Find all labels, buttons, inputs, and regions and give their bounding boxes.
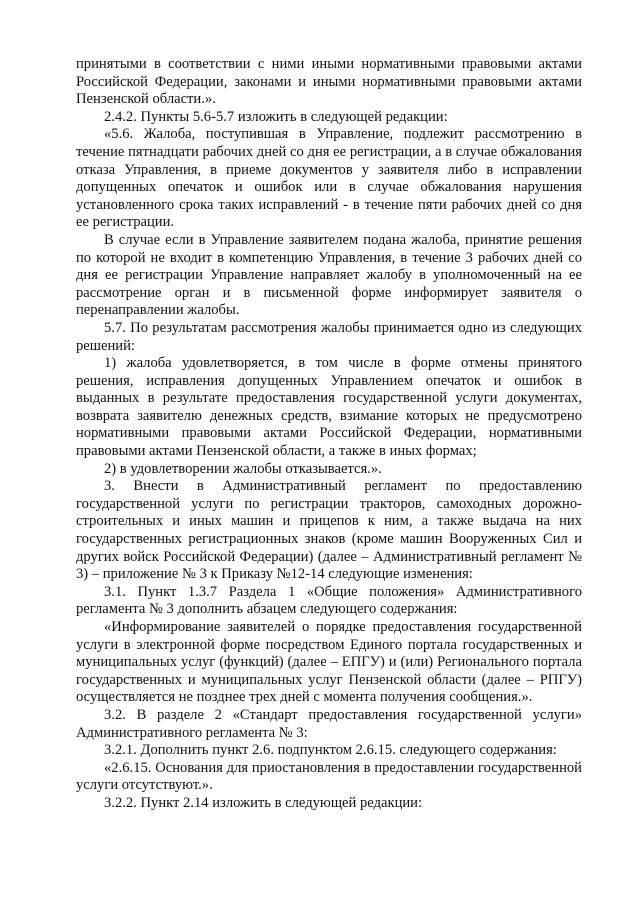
paragraph-3-2-2: 3.2.2. Пункт 2.14 изложить в следующей редакции: — [104, 794, 423, 811]
paragraph-continuation: принятыми в соответствии с ними иными нормативными правовыми актами Российской Федерации, законами и иными нормативными правовыми актами Пензенской области.». — [76, 56, 582, 108]
paragraph-3-2: 3.2. В разделе 2 «Стандарт предоставления государственной услуги» Административного регламента № 3: — [76, 706, 582, 741]
paragraph-3: 3. Внести в Административный регламент по предоставлению государственной услуги по регистрации тракторов, самоходных дорожно-строительных и иных машин и прицепов к ним, а также выдача на них государственных регистрационных знаков (кроме машин Вооруженных Сил и других войск Российской Федерации) (далее – Административный регламент № 3) – приложение № 3 к Приказу №12-14 следующие изменения: — [76, 478, 582, 583]
paragraph-2-4-2: 2.4.2. Пункты 5.6-5.7 изложить в следующей редакции: — [104, 108, 448, 125]
paragraph-3-1: 3.1. Пункт 1.3.7 Раздела 1 «Общие положения» Административного регламента № 3 дополнить абзацем следующего содержания: — [76, 583, 582, 618]
paragraph-2-6-15: «2.6.15. Основания для приостановления в предоставлении государственной услуги отсутствуют.». — [76, 759, 582, 794]
paragraph-informing: «Информирование заявителей о порядке предоставления государственной услуги в электронной форме посредством Единого портала государственных и муниципальных услуг (функций) (далее – ЕПГУ) и (или) Регионального портала государственных и муниципальных услуг Пензенской области (далее – РПГУ) осуществляется не позднее трех дней с момента получения сообщения.». — [76, 619, 582, 706]
paragraph-decision-1: 1) жалоба удовлетворяется, в том числе в форме отмены принятого решения, исправления допущенных Управлением опечаток и ошибок в выданных в результате предоставления государственной услуги документах, возврата заявителю денежных средств, взимание которых не предусмотрено нормативными правовыми актами Российской Федерации, нормативными правовыми актами Пензенской области, а также в иных формах; — [76, 355, 582, 460]
paragraph-decision-2: 2) в удовлетворении жалобы отказывается.». — [104, 460, 382, 477]
paragraph-3-2-1: 3.2.1. Дополнить пункт 2.6. подпунктом 2.6.15. следующего содержания: — [104, 742, 557, 759]
paragraph-5-7: 5.7. По результатам рассмотрения жалобы принимается одно из следующих решений: — [76, 319, 582, 354]
paragraph-5-6: «5.6. Жалоба, поступившая в Управление, подлежит рассмотрению в течение пятнадцати рабочих дней со дня ее регистрации, а в случае обжалования отказа Управления, в приеме документов у заявителя либо в исправлении допущенных опечаток и ошибок или в случае обжалования нарушения установленного срока таких исправлений - в течение пяти рабочих дней со дня ее регистрации. — [76, 126, 582, 231]
paragraph-redirect-complaint: В случае если в Управление заявителем подана жалоба, принятие решения по которой не входит в компетенцию Управления, в течение 3 рабочих дней со дня ее регистрации Управление направляет жалобу в уполномоченный на ее рассмотрение орган и в письменной форме информирует заявителя о перенаправлении жалобы. — [76, 231, 582, 319]
